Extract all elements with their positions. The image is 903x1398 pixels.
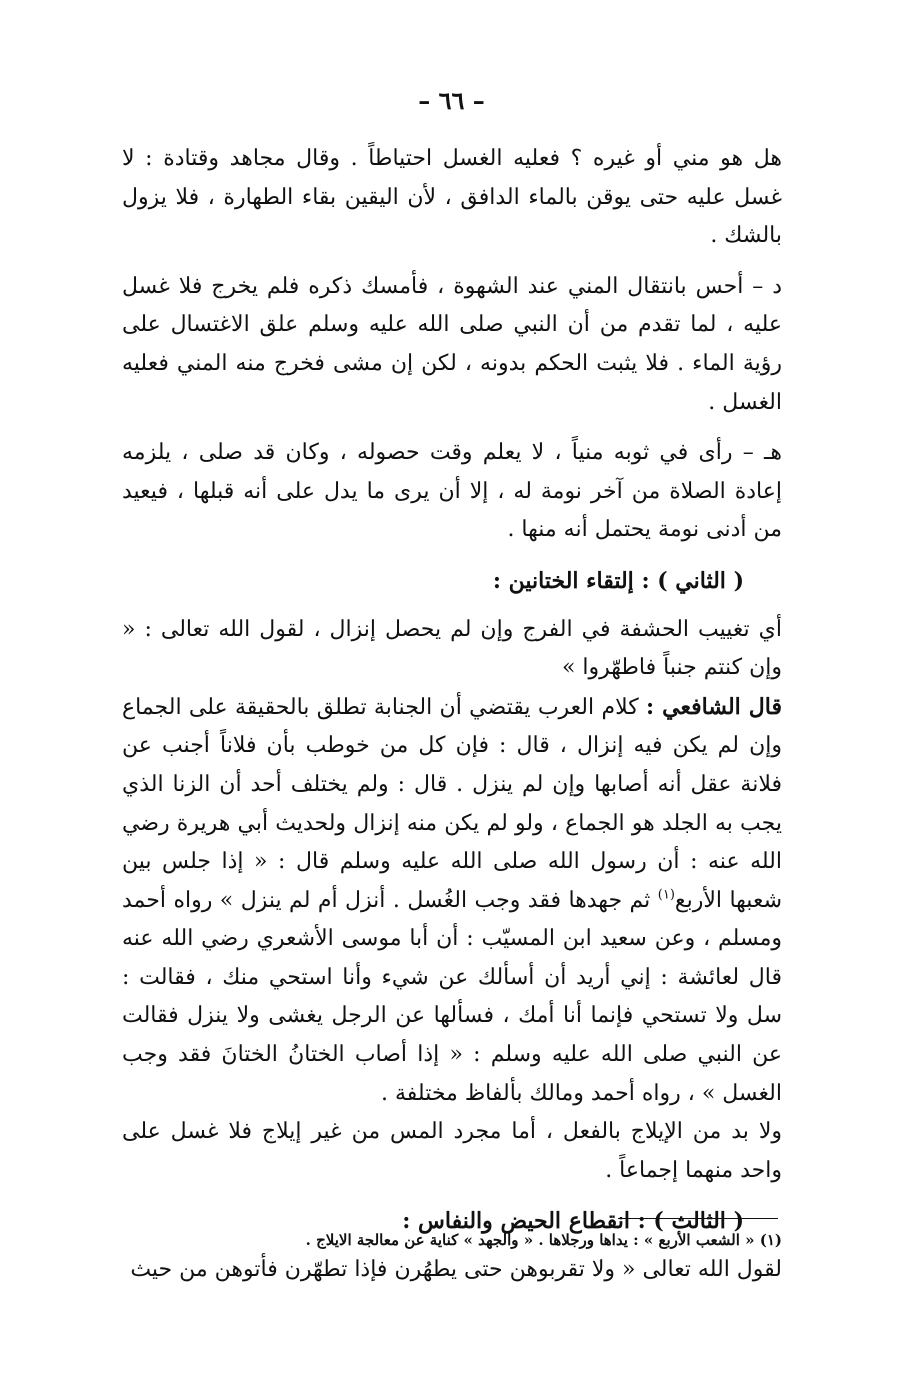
- page-number: – ٦٦ –: [418, 86, 485, 115]
- paragraph-5-text-a: كلام العرب يقتضي أن الجنابة تطلق بالحقيقة على الجماع وإن لم يكن فيه إنزال ، قال : فإن كل من خوطب بأن فلاناً أجنب عن فلانة عقل أنه أصابها وإن لم ينزل . قال : ولم يختلف أحد أن الزنا الذي يجب به الجلد هو الجماع ، ولو لم يكن منه إنزال ولحديث أبي هريرة رضي الله عنه : أن رسول الله صلى الله عليه وسلم قال : « إذا جلس بين شعبها الأربع: [122, 694, 782, 913]
- footnote-divider: [618, 1218, 778, 1219]
- paragraph-2: د – أحس بانتقال المني عند الشهوة ، فأمسك ذكره فلم يخرج فلا غسل عليه ، لما تقدم من أن النبي صلى الله عليه وسلم علق الاغتسال على رؤية الماء . فلا يثبت الحكم بدونه ، لكن إن مشى فخرج منه المني فعليه الغسل .: [122, 273, 782, 415]
- paragraph-6: ولا بد من الإيلاج بالفعل ، أما مجرد المس من غير إيلاج فلا غسل على واحد منهما إجماعاً .: [122, 1119, 782, 1183]
- paragraph-1: هل هو مني أو غيره ؟ فعليه الغسل احتياطاً . وقال مجاهد وقتادة : لا غسل عليه حتى يوقن بالماء الدافق ، لأن اليقين بقاء الطهارة ، فلا يزول بالشك .: [122, 146, 782, 249]
- paragraph-3: هـ – رأى في ثوبه منياً ، لا يعلم وقت حصوله ، وكان قد صلى ، يلزمه إعادة الصلاة من آخر نومة له ، إلا أن يرى ما يدل على أنه قبلها ، فيعيد من أدنى نومة يحتمل أنه منها .: [122, 440, 782, 543]
- paragraph-5-text-b: ثم جهدها فقد وجب الغُسل . أنزل أم لم ينزل » رواه أحمد ومسلم ، وعن سعيد ابن المسيّب : أن أبا موسى الأشعري رضي الله عنه قال لعائشة : إني أريد أن أسألك عن شيء وأنا استحي منك ، فقالت : سل ولا تستحي فإنما أنا أمك ، فسألها عن الرجل يغشى ولا ينزل فقالت عن النبي صلى الله عليه وسلم : « إذا أصاب الختانُ الختانَ فقد وجب الغسل » ، رواه أحمد ومالك بألفاظ مختلفة .: [122, 887, 783, 1106]
- shafii-lead: قال الشافعي :: [646, 693, 782, 720]
- paragraph-4: أي تغييب الحشفة في الفرج وإن لم يحصل إنزال ، لقول الله تعالى : « وإن كنتم جنباً فاطهّروا »: [122, 616, 782, 681]
- footnote: (١) « الشعب الأربع » : يداها ورجلاها . « والجهد » كناية عن معالجة الايلاج .: [305, 1231, 782, 1249]
- section-heading-second: ( الثاني ) : إلتقاء الختانين :: [492, 567, 744, 594]
- paragraph-7: لقول الله تعالى « ولا تقربوهن حتى يطهُرن فإذا تطهّرن فأتوهن من حيث: [130, 1257, 782, 1283]
- paragraph-5: [122, 688, 782, 1114]
- footnote-reference: (١): [657, 887, 675, 903]
- section-heading-third: ( الثالث ) : انقطاع الحيض والنفاس :: [402, 1208, 744, 1235]
- main-text: [122, 140, 782, 1290]
